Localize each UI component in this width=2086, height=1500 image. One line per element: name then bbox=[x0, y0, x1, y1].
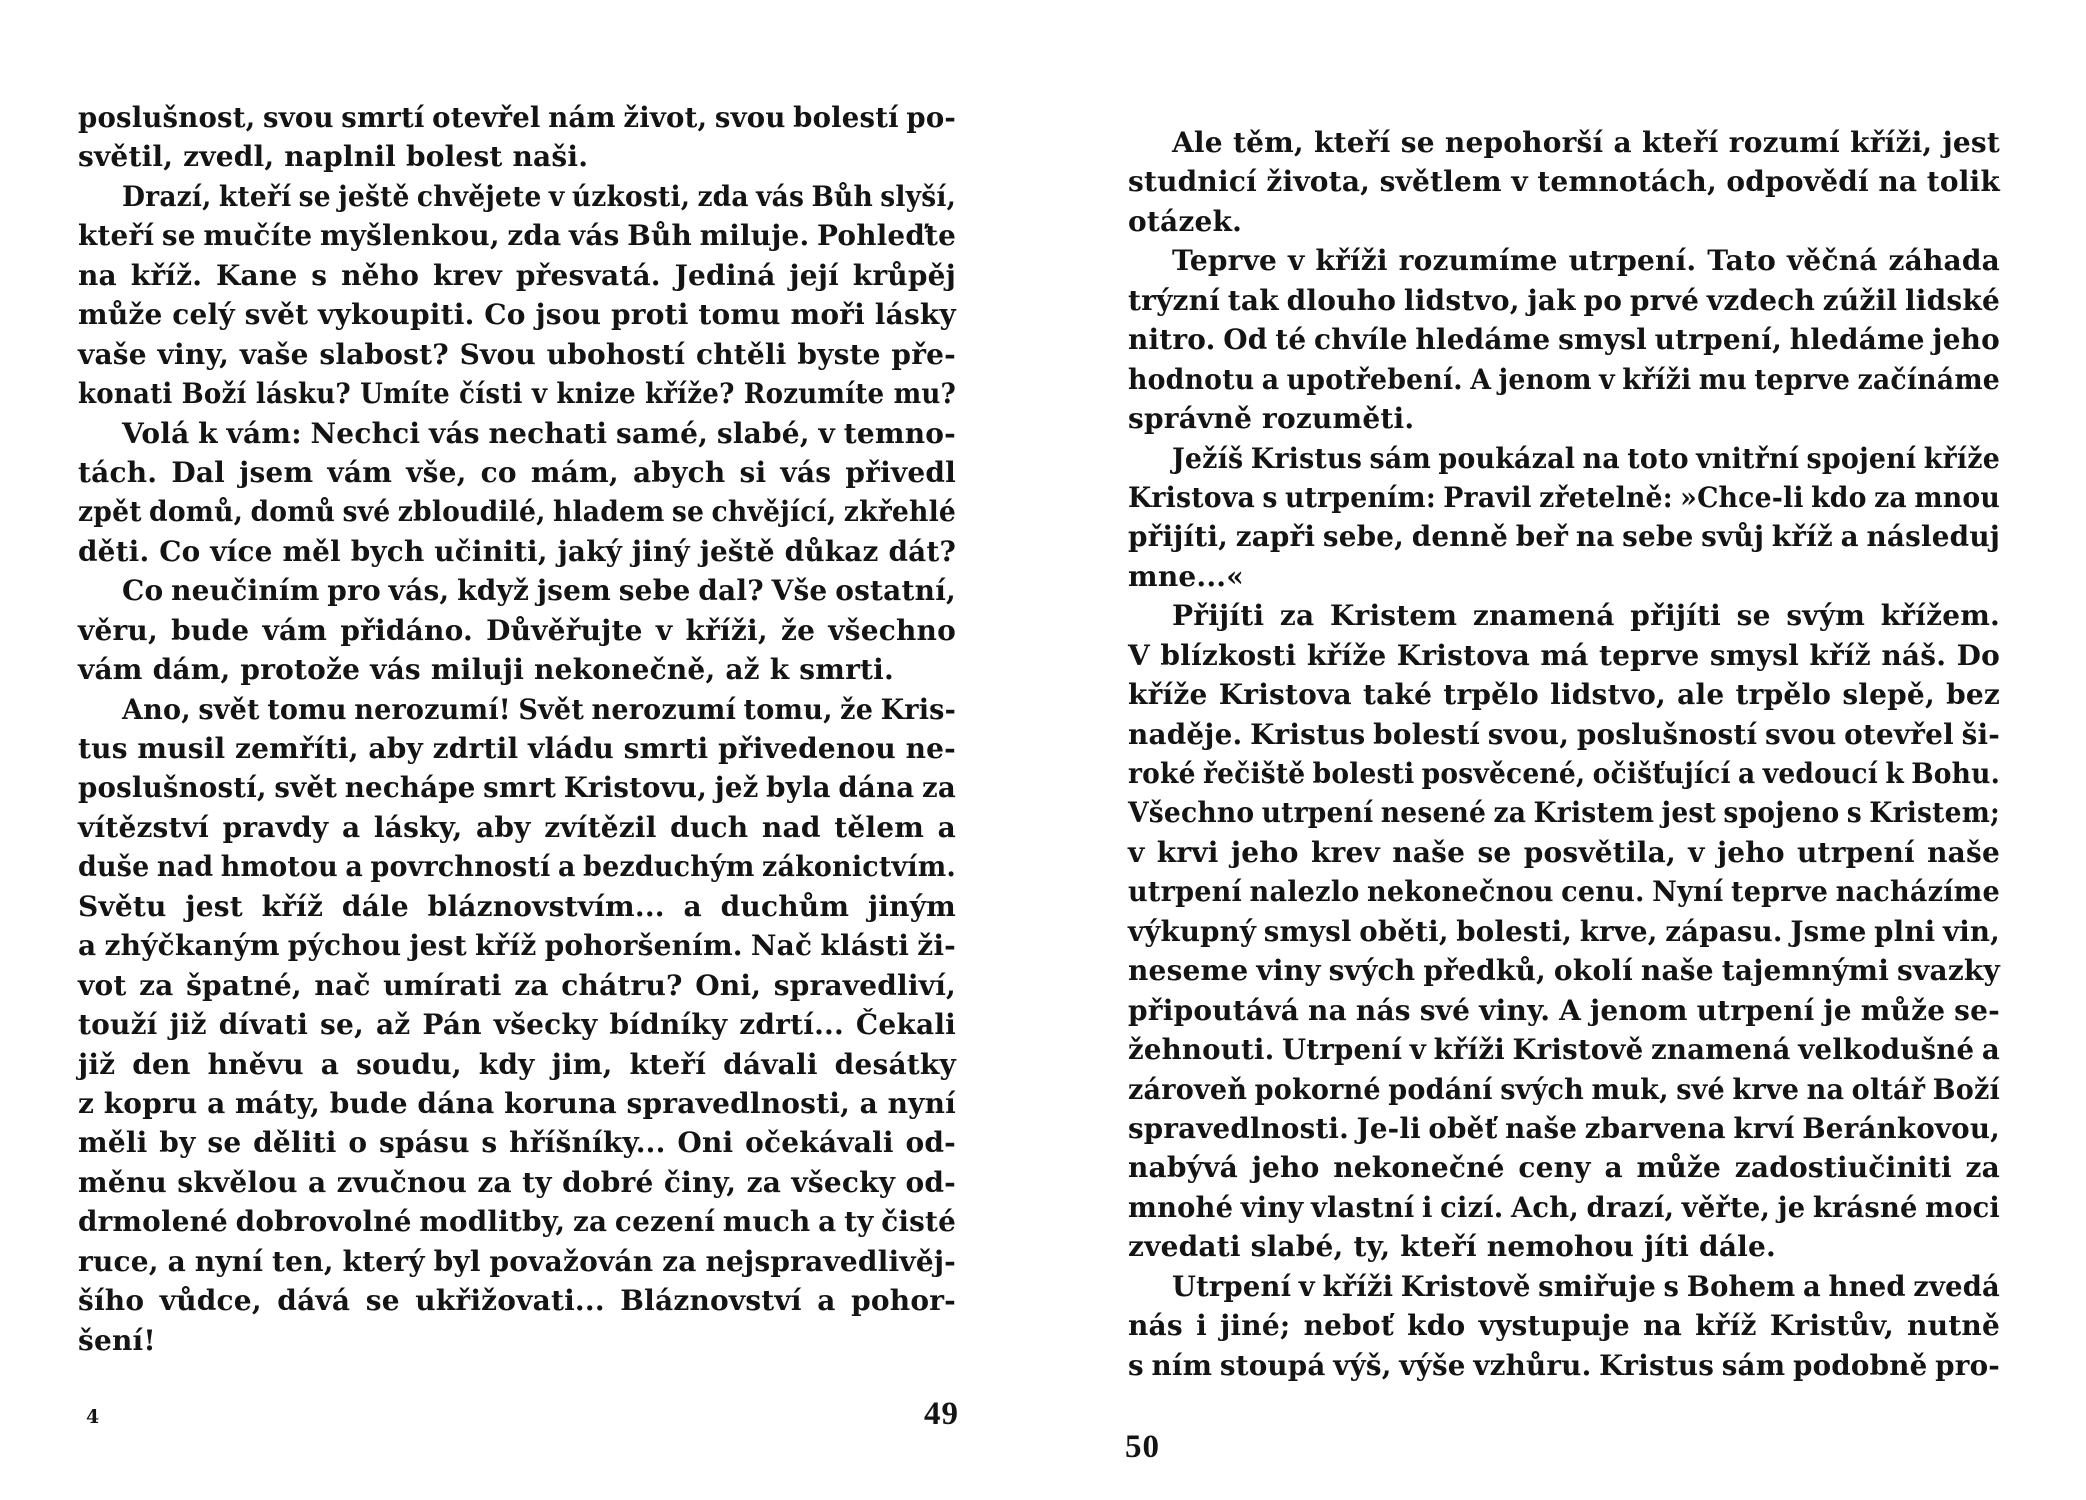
text-line bbox=[78, 374, 956, 413]
text-line bbox=[78, 1281, 956, 1320]
text-line-content: Ježíš Kristus sám poukázal na toto vnitřní spojení kříže bbox=[1172, 441, 2000, 475]
text-line-content: šení! bbox=[78, 1323, 156, 1357]
text-line-content: konati Boží lásku? Umíte čísti v knize kříže? Rozumíte mu? bbox=[78, 377, 956, 411]
text-line-content: věru, bude vám přidáno. Důvěřujte v kříži, že všechno bbox=[78, 613, 956, 647]
text-line-content: drmolené dobrovolné modlitby, za cezení much a ty čisté bbox=[78, 1205, 956, 1239]
text-line bbox=[1128, 833, 2000, 872]
text-line-content: správně rozuměti. bbox=[1128, 402, 1415, 436]
text-line bbox=[1128, 596, 2000, 635]
text-line-content: neseme viny svých předků, okolí naše tajemnými svazky bbox=[1128, 954, 2000, 988]
text-line-content: Co neučiním pro vás, když jsem sebe dal? Vše ostatní, bbox=[122, 574, 956, 608]
text-line-content: poslušností, svět nechápe smrt Kristovu, jež byla dána za bbox=[78, 771, 956, 805]
text-line bbox=[1128, 281, 2000, 320]
text-line bbox=[78, 492, 956, 531]
text-line bbox=[78, 177, 956, 216]
text-line-content: mnohé viny vlastní i cizí. Ach, drazí, věřte, je krásné moci bbox=[1128, 1190, 2000, 1224]
text-line-content: Světu jest kříž dále bláznovstvím... a duchům jiným bbox=[78, 889, 956, 923]
text-line bbox=[1128, 1030, 2000, 1069]
text-line-content: zpět domů, domů své zbloudilé, hladem se chvějící, zkřehlé bbox=[78, 495, 956, 529]
text-line bbox=[1128, 715, 2000, 754]
right-page bbox=[1043, 0, 2086, 1500]
text-line-content: mne...« bbox=[1128, 559, 1244, 593]
text-line bbox=[1128, 478, 2000, 517]
text-line-content: vám dám, protože vás miluji nekonečně, až k smrti. bbox=[78, 653, 894, 687]
left-page-text bbox=[78, 98, 956, 1360]
text-line-content: zvedati slabé, ty, kteří nemohou jíti dále. bbox=[1128, 1230, 1776, 1264]
text-line bbox=[1128, 636, 2000, 675]
text-line-content: vot za špatné, nač umírati za chátru? Oni, spravedliví, bbox=[78, 968, 956, 1002]
text-line bbox=[1128, 557, 2000, 596]
text-line bbox=[1128, 399, 2000, 438]
text-line bbox=[78, 1242, 956, 1281]
text-line bbox=[1128, 241, 2000, 280]
text-line bbox=[78, 729, 956, 768]
text-line-content: Přijíti za Kristem znamená přijíti se svým křížem. bbox=[1172, 599, 2000, 633]
text-line-content: Všechno utrpení nesené za Kristem jest spojeno s Kristem; bbox=[1128, 796, 2000, 830]
text-line-content: měnu skvělou a zvučnou za ty dobré činy, za všecky od- bbox=[78, 1165, 956, 1199]
text-line bbox=[78, 768, 956, 807]
text-line bbox=[78, 532, 956, 571]
text-line-content: naděje. Kristus bolestí svou, poslušností svou otevřel ši- bbox=[1128, 717, 2000, 751]
text-line-content: z kopru a máty, bude dána koruna spravedlnosti, a nyní bbox=[78, 1086, 956, 1120]
text-line bbox=[1128, 1267, 2000, 1306]
text-line bbox=[78, 295, 956, 334]
text-line bbox=[78, 1163, 956, 1202]
text-line bbox=[78, 98, 956, 137]
text-line-content: tus musil zemříti, aby zdrtil vládu smrti přivedenou ne- bbox=[78, 732, 956, 765]
text-line bbox=[1128, 793, 2000, 832]
text-line-content: na kříž. Kane s něho krev přesvatá. Jediná její krůpěj bbox=[78, 258, 956, 292]
text-line bbox=[78, 650, 956, 689]
text-line bbox=[78, 335, 956, 374]
text-line-content: Teprve v kříži rozumíme utrpení. Tato věčná záhada bbox=[1172, 244, 2000, 278]
text-line-content: v krvi jeho krev naše se posvětila, v jeho utrpení naše bbox=[1128, 835, 2000, 869]
text-line bbox=[1128, 912, 2000, 951]
text-line bbox=[78, 137, 956, 176]
text-line bbox=[1128, 991, 2000, 1030]
text-line bbox=[1128, 1227, 2000, 1266]
text-line-content: připoutává na nás své viny. A jenom utrpení je může se- bbox=[1128, 993, 2000, 1027]
text-line-content: zároveň pokorné podání svých muk, své krve na oltář Boží bbox=[1128, 1072, 2000, 1106]
text-line-content: přijíti, zapři sebe, denně beř na sebe svůj kříž a následuj bbox=[1128, 520, 2000, 554]
text-line bbox=[78, 887, 956, 926]
text-line bbox=[78, 966, 956, 1005]
text-line-content: Ano, svět tomu nerozumí! Svět nerozumí tomu, že Kris- bbox=[122, 692, 956, 726]
text-line bbox=[1128, 675, 2000, 714]
text-line bbox=[1128, 123, 2000, 162]
text-line-content: Drazí, kteří se ještě chvějete v úzkosti, zda vás Bůh slyší, bbox=[122, 179, 956, 213]
text-line bbox=[1128, 162, 2000, 201]
text-line-content: nitro. Od té chvíle hledáme smysl utrpení, hledáme jeho bbox=[1128, 323, 2000, 357]
text-line-content: ruce, a nyní ten, který byl považován za nejspravedlivěj- bbox=[78, 1244, 956, 1278]
text-line bbox=[1128, 360, 2000, 399]
text-line bbox=[78, 216, 956, 255]
text-line-content: tách. Dal jsem vám vše, co mám, abych si vás přivedl bbox=[78, 455, 956, 489]
text-line bbox=[78, 808, 956, 847]
text-line-content: nabývá jeho nekonečné ceny a může zadostiučiniti za bbox=[1128, 1151, 2000, 1185]
text-line bbox=[1128, 951, 2000, 990]
text-line-content: studnicí života, světlem v temnotách, odpovědí na tolik bbox=[1128, 165, 2000, 199]
text-line bbox=[1128, 1346, 2000, 1385]
text-line-content: poslušnost, svou smrtí otevřel nám život, svou bolestí po- bbox=[78, 101, 956, 134]
text-line-content: V blízkosti kříže Kristova má teprve smysl kříž náš. Do bbox=[1128, 638, 2000, 672]
text-line-content: kříže Kristova také trpělo lidstvo, ale trpělo slepě, bez bbox=[1128, 678, 2000, 712]
text-line bbox=[78, 571, 956, 610]
text-line bbox=[78, 1005, 956, 1044]
text-line-content: Volá k vám: Nechci vás nechati samé, slabé, v temno- bbox=[122, 416, 956, 450]
text-line-content: roké řečiště bolesti posvěcené, očišťující a vedoucí k Bohu. bbox=[1128, 757, 2000, 790]
text-line bbox=[78, 414, 956, 453]
text-line-content: děti. Co více měl bych učiniti, jaký jiný ještě důkaz dát? bbox=[78, 534, 956, 568]
text-line-content: touží již dívati se, až Pán všecky bídníky zdrtí... Čekali bbox=[78, 1008, 956, 1042]
right-page-text bbox=[1128, 123, 2000, 1385]
text-line-content: kteří se mučíte myšlenkou, zda vás Bůh miluje. Pohleďte bbox=[78, 219, 956, 253]
page-number-left: 49 bbox=[924, 1396, 959, 1432]
text-line-content: spravedlnosti. Je-li oběť naše zbarvena krví Beránkovou, bbox=[1128, 1111, 2000, 1145]
page-number-right: 50 bbox=[1125, 1429, 1160, 1465]
text-line-content: Ale těm, kteří se nepohorší a kteří rozumí kříži, jest bbox=[1172, 126, 2000, 159]
text-line-content: Kristova s utrpením: Pravil zřetelně: »Chce-li kdo za mnou bbox=[1128, 480, 2000, 514]
text-line bbox=[78, 926, 956, 965]
text-line-content: světil, zvedl, naplnil bolest naši. bbox=[78, 140, 589, 174]
text-line-content: otázek. bbox=[1128, 204, 1243, 238]
text-line bbox=[1128, 1070, 2000, 1109]
text-line bbox=[78, 611, 956, 650]
text-line-content: hodnotu a upotřebení. A jenom v kříži mu teprve začínáme bbox=[1128, 362, 2000, 396]
text-line bbox=[1128, 1148, 2000, 1187]
text-line-content: Utrpení v kříži Kristově smiřuje s Bohem a hned zvedá bbox=[1172, 1269, 2000, 1303]
signature-mark: 4 bbox=[86, 1406, 100, 1428]
text-line bbox=[1128, 517, 2000, 556]
text-line bbox=[78, 1045, 956, 1084]
text-line-content: duše nad hmotou a povrchností a bezduchým zákonictvím. bbox=[78, 850, 956, 884]
text-line-content: a zhýčkaným pýchou jest kříž pohoršením. Nač klásti ži- bbox=[78, 929, 956, 963]
text-line bbox=[78, 1202, 956, 1241]
text-line-content: vaše viny, vaše slabost? Svou ubohostí chtěli byste pře- bbox=[78, 337, 956, 371]
text-line bbox=[1128, 439, 2000, 478]
text-line bbox=[1128, 1188, 2000, 1227]
text-line bbox=[1128, 320, 2000, 359]
text-line-content: vítězství pravdy a lásky, aby zvítězil duch nad tělem a bbox=[78, 810, 956, 844]
text-line bbox=[78, 1321, 956, 1360]
text-line-content: výkupný smysl oběti, bolesti, krve, zápasu. Jsme plni vin, bbox=[1128, 914, 2000, 948]
text-line-content: utrpení nalezlo nekonečnou cenu. Nyní teprve nacházíme bbox=[1128, 875, 2000, 909]
text-line bbox=[78, 453, 956, 492]
text-line bbox=[1128, 1109, 2000, 1148]
text-line-content: měli by se děliti o spásu s hříšníky... Oni očekávali od- bbox=[78, 1126, 956, 1160]
text-line-content: již den hněvu a soudu, kdy jim, kteří dávali desátky bbox=[78, 1047, 956, 1081]
text-line bbox=[1128, 754, 2000, 793]
text-line bbox=[78, 847, 956, 886]
text-line-content: může celý svět vykoupiti. Co jsou proti tomu moři lásky bbox=[78, 298, 956, 332]
text-line-content: s ním stoupá výš, výše vzhůru. Kristus sám podobně pro- bbox=[1128, 1348, 2000, 1382]
text-line bbox=[1128, 202, 2000, 241]
text-line bbox=[78, 690, 956, 729]
text-line bbox=[78, 1084, 956, 1123]
text-line-content: šího vůdce, dává se ukřižovati... Bláznovství a pohor- bbox=[78, 1284, 956, 1318]
text-line-content: žehnouti. Utrpení v kříži Kristově znamená velkodušné a bbox=[1128, 1033, 2000, 1067]
text-line bbox=[78, 1123, 956, 1162]
text-line bbox=[1128, 872, 2000, 911]
text-line bbox=[78, 256, 956, 295]
text-line-content: nás i jiné; neboť kdo vystupuje na kříž Kristův, nutně bbox=[1128, 1309, 2000, 1343]
text-line bbox=[1128, 1306, 2000, 1345]
text-line-content: trýzní tak dlouho lidstvo, jak po prvé vzdech zúžil lidské bbox=[1128, 283, 2000, 317]
